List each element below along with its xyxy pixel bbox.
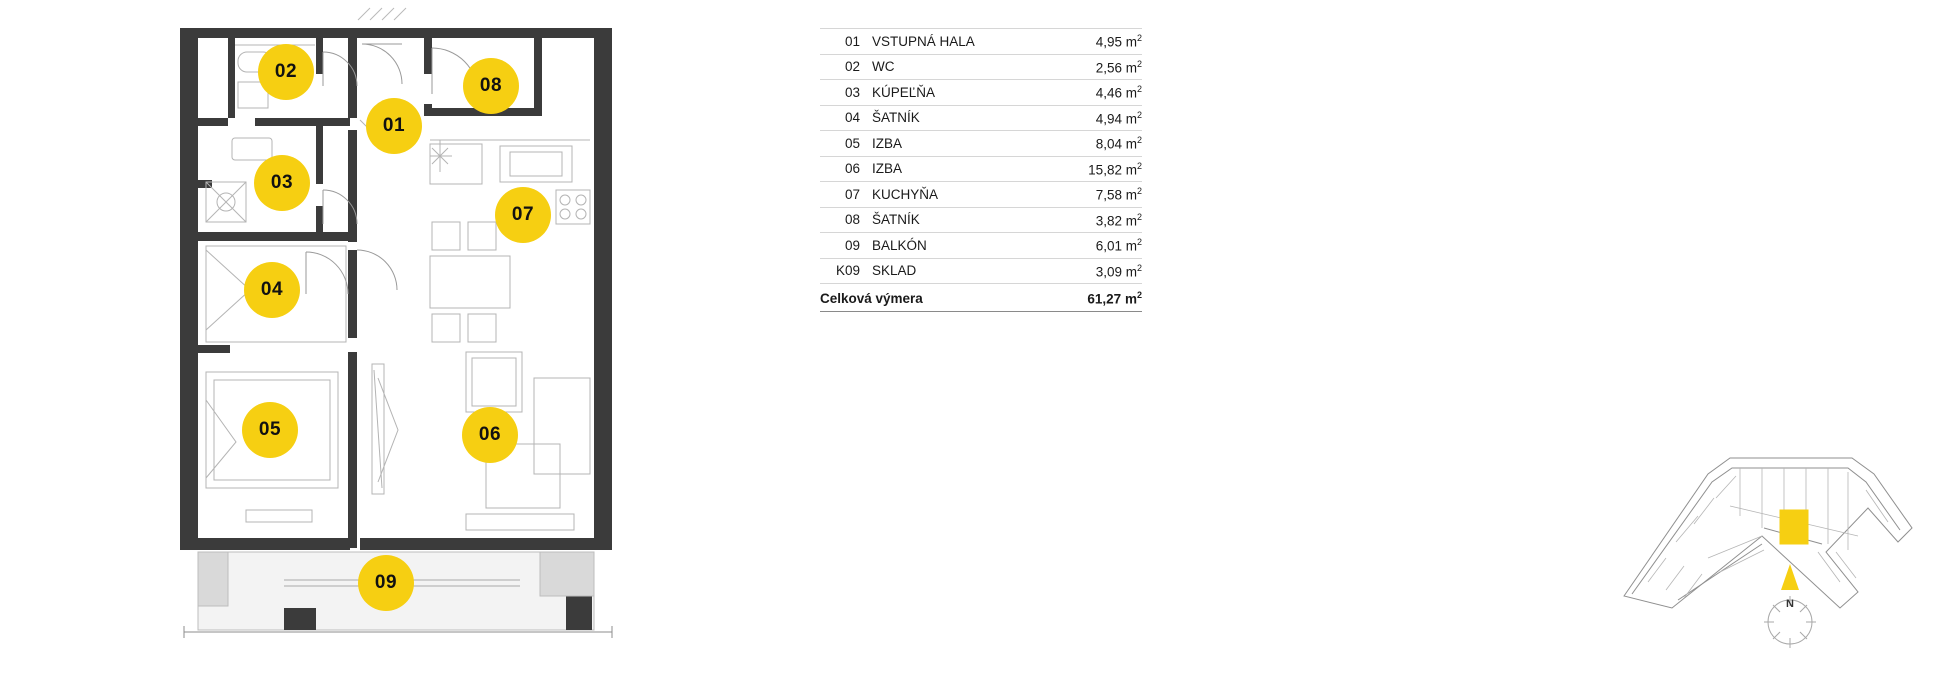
area-table — [820, 28, 1142, 312]
room-name: BALKÓN — [872, 233, 1048, 259]
room-area: 4,46 $m^2$ — [1048, 80, 1142, 106]
info-panel — [800, 0, 1794, 678]
room-code: 04 — [820, 105, 872, 131]
room-code: 09 — [820, 233, 872, 259]
room-area: 6,01 $m^2$ — [1048, 233, 1142, 259]
room-code: 03 — [820, 80, 872, 106]
room-badge-02[interactable]: 02 — [258, 44, 314, 100]
room-code: 08 — [820, 207, 872, 233]
total-area: 61,27 $m^2$ — [1048, 284, 1142, 312]
room-code: K09 — [820, 258, 872, 284]
room-name: IZBA — [872, 131, 1048, 157]
compass-north-label: N — [1786, 598, 1794, 610]
room-badge-09[interactable]: 09 — [358, 555, 414, 611]
table-row — [820, 182, 1142, 208]
room-code: 06 — [820, 156, 872, 182]
room-badge-05[interactable]: 05 — [242, 402, 298, 458]
room-name: SKLAD — [872, 258, 1048, 284]
room-code: 05 — [820, 131, 872, 157]
room-name: VSTUPNÁ HALA — [872, 29, 1048, 55]
room-name: IZBA — [872, 156, 1048, 182]
room-name: KUCHYŇA — [872, 182, 1048, 208]
floor-plan — [0, 0, 800, 678]
room-badge-03[interactable]: 03 — [254, 155, 310, 211]
table-row — [820, 156, 1142, 182]
table-row — [820, 54, 1142, 80]
table-row — [820, 131, 1142, 157]
key-plan — [1612, 432, 1952, 662]
table-row — [820, 105, 1142, 131]
room-area: 7,58 $m^2$ — [1048, 182, 1142, 208]
room-badge-04[interactable]: 04 — [244, 262, 300, 318]
room-area: 8,04 $m^2$ — [1048, 131, 1142, 157]
room-name: KÚPEĽŇA — [872, 80, 1048, 106]
room-badge-07[interactable]: 07 — [495, 187, 551, 243]
table-row — [820, 207, 1142, 233]
table-row — [820, 80, 1142, 106]
room-code: 07 — [820, 182, 872, 208]
room-area: 4,95 $m^2$ — [1048, 29, 1142, 55]
room-area: 15,82 $m^2$ — [1048, 156, 1142, 182]
total-label: Celková výmera — [820, 284, 1048, 312]
room-name: ŠATNÍK — [872, 105, 1048, 131]
room-area: 3,09 $m^2$ — [1048, 258, 1142, 284]
table-row — [820, 233, 1142, 259]
room-badge-01[interactable]: 01 — [366, 98, 422, 154]
compass — [1752, 560, 1828, 650]
room-area: 2,56 $m^2$ — [1048, 54, 1142, 80]
plan-hatch — [358, 8, 406, 20]
room-badge-06[interactable]: 06 — [462, 407, 518, 463]
highlighted-unit — [1780, 510, 1808, 544]
room-name: WC — [872, 54, 1048, 80]
room-name: ŠATNÍK — [872, 207, 1048, 233]
room-area: 4,94 $m^2$ — [1048, 105, 1142, 131]
table-row — [820, 29, 1142, 55]
room-area: 3,82 $m^2$ — [1048, 207, 1142, 233]
room-code: 02 — [820, 54, 872, 80]
room-code: 01 — [820, 29, 872, 55]
table-row — [820, 258, 1142, 284]
table-row-total — [820, 284, 1142, 312]
room-badge-08[interactable]: 08 — [463, 58, 519, 114]
